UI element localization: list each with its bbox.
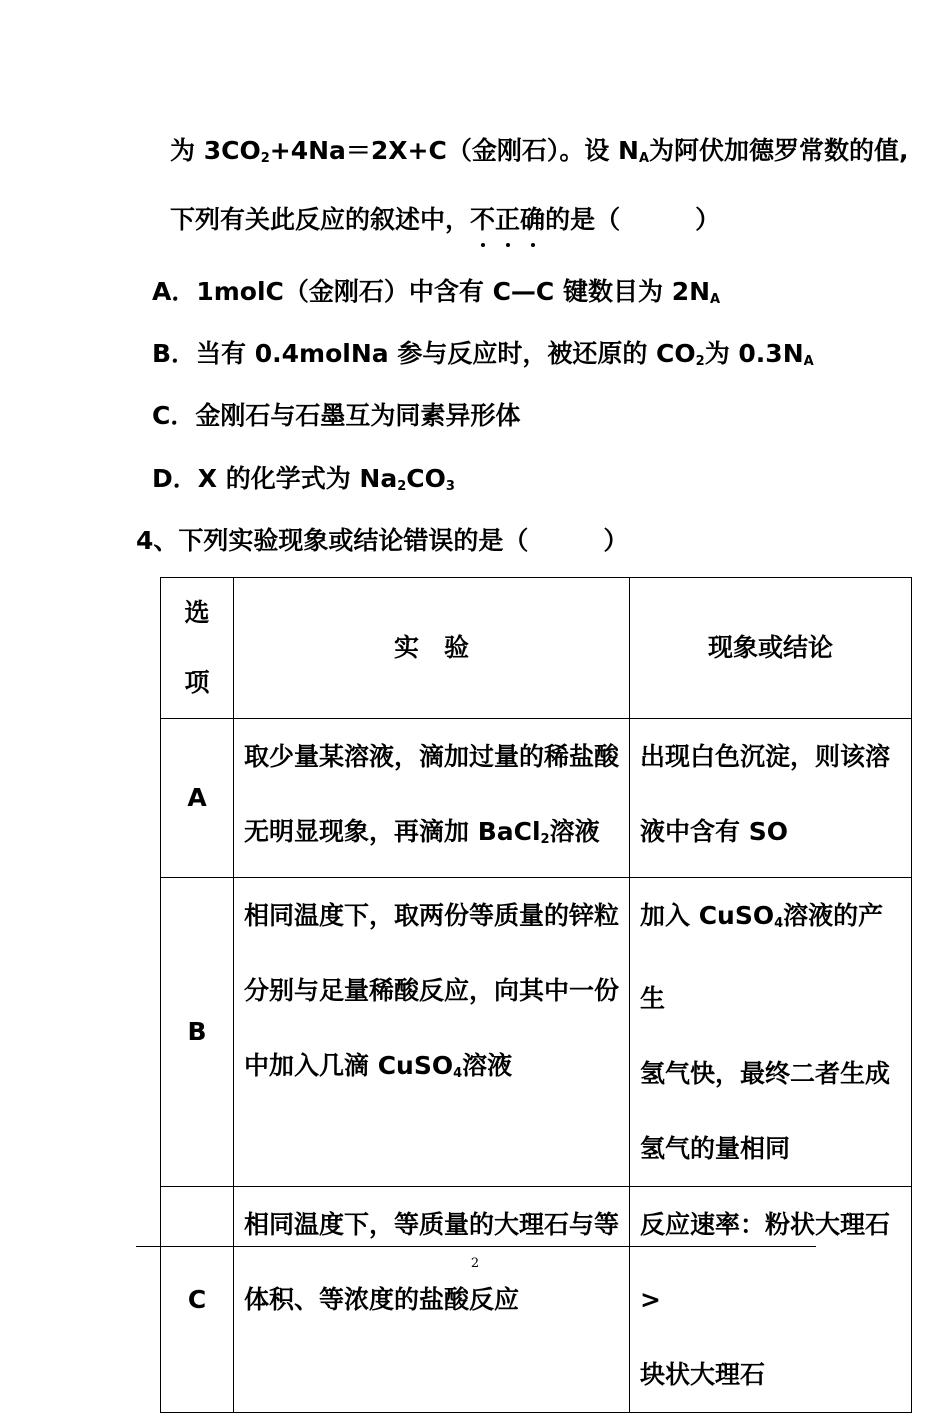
q3-option-d: D．X 的化学式为 $Na_2CO_3$ — [152, 464, 455, 494]
footer-divider — [136, 1246, 816, 1247]
row-option: A — [161, 719, 234, 878]
row-experiment: 相同温度下，取两份等质量的锌粒 分别与足量稀酸反应，向其中一份 中加入几滴 CuSO$_4$溶液 — [234, 878, 630, 1187]
row-option: C — [161, 1187, 234, 1413]
q3-option-b: B．当有 0.4molNa 参与反应时，被还原的 $CO_2$为 $0.3N_A$ — [152, 339, 814, 369]
emphasis-char: 不 — [470, 203, 495, 237]
q4-table — [160, 577, 912, 1413]
q4-stem: 4、下列实验现象或结论错误的是（ ） — [136, 526, 629, 555]
table-row — [161, 719, 912, 878]
row-experiment: 取少量某溶液，滴加过量的稀盐酸 无明显现象，再滴加 BaCl$_2$溶液 — [234, 719, 630, 878]
row-result: 出现白色沉淀，则该溶 液中含有 SO — [630, 719, 912, 878]
table-header-row — [161, 578, 912, 719]
row-experiment: 相同温度下，等质量的大理石与等 体积、等浓度的盐酸反应 — [234, 1187, 630, 1413]
header-result: 现象或结论 — [630, 578, 912, 719]
row-result: 加入 CuSO$_4$溶液的产生 氢气快，最终二者生成 氢气的量相同 — [630, 878, 912, 1187]
emphasis-char: 正 — [495, 203, 520, 237]
table-row — [161, 1187, 912, 1413]
q3-stem-line2: 下列有关此反应的叙述中，不正确的是（ ） — [170, 203, 720, 237]
table-row — [161, 878, 912, 1187]
header-experiment: 实 验 — [234, 578, 630, 719]
header-option: 选 项 — [161, 578, 234, 719]
page-number: 2 — [470, 1256, 480, 1271]
q3-option-a: A．1molC（金刚石）中含有 C—C 键数目为 $2N_A$ — [152, 277, 721, 307]
row-option: B — [161, 878, 234, 1187]
q3-stem-line1: 为 $3CO_2+4Na=2X+C$（金刚石）。设 $N_A$为阿伏加德罗常数的值, — [170, 136, 909, 166]
row-result: 反应速率：粉状大理石> 块状大理石 — [630, 1187, 912, 1413]
emphasis-char: 确 — [520, 203, 545, 237]
q3-option-c: C．金刚石与石墨互为同素异形体 — [152, 401, 521, 430]
